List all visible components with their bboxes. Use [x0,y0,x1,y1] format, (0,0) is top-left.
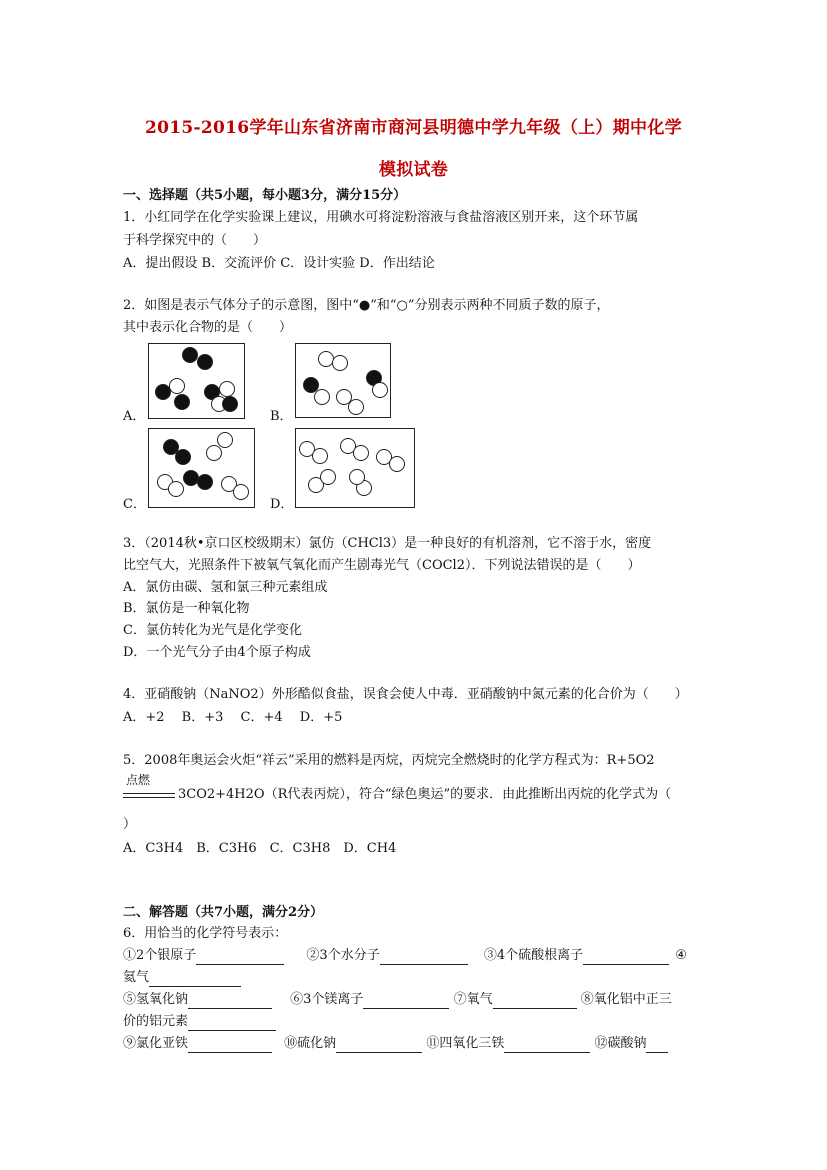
answer-blank[interactable] [196,950,284,965]
q2-label-c: C． [123,497,146,512]
atom-hollow [389,456,405,472]
figure-b [295,343,391,418]
atom-hollow [349,469,365,485]
answer-blank[interactable] [646,1038,668,1053]
q6-row2 [123,969,241,987]
atom-hollow [314,389,330,405]
q6-item4: ④ [675,948,687,963]
atom-hollow [372,382,388,398]
atom-hollow [312,448,328,464]
atom-hollow [332,355,348,371]
q6-item5: ⑤氢氧化钠 [123,992,189,1007]
section1-heading: 一、选择题（共5小题，每小题3分，满分15分） [123,188,407,203]
figure-c [148,428,255,508]
reaction-condition: 点燃 [126,773,151,787]
q6-line1: 6．用恰当的化学符号表示： [123,926,288,941]
atom-hollow [348,399,364,415]
atom-hollow [206,445,222,461]
q6-item8: ⑧氧化铝中正三 [580,992,672,1007]
q6-row1 [123,947,687,965]
answer-blank[interactable] [380,950,468,965]
answer-blank[interactable] [493,994,577,1009]
q2-line1: 2．如图是表示气体分子的示意图，图中“●”和“○”分别表示两种不同质子数的原子， [123,298,610,313]
q6-row3 [123,991,672,1009]
q3-option-d: D．一个光气分子由4个原子构成 [123,645,311,660]
q3-option-b: B．氯仿是一种氧化物 [123,601,250,616]
q5-line3: ） [123,817,137,832]
atom-filled [175,449,191,465]
atom-filled [182,347,198,363]
q4-options: A．+2 B．+3 C．+4 D．+5 [123,710,343,725]
q2-line2: 其中表示化合物的是（ ） [123,320,293,335]
atom-hollow [320,469,336,485]
q3-option-a: A．氯仿由碳、氢和氯三种元素组成 [123,580,328,595]
q5-options: A．C3H4 B．C3H6 C．C3H8 D．CH4 [123,841,397,856]
q4-line1: 4．亚硝酸钠（NaNO2）外形酷似食盐，误食会使人中毒．亚硝酸钠中氮元素的化合价为（ ） [123,687,688,702]
q6-item3: ③4个硫酸根离子 [483,948,584,963]
q3-line2: 比空气大，光照条件下被氧气氧化而产生剧毒光气（COCl2）．下列说法错误的是（ ） [123,558,641,573]
answer-blank[interactable] [504,1038,590,1053]
document-title-line1: 2015-2016学年山东省济南市商河县明德中学九年级（上）期中化学 [145,118,682,138]
atom-hollow [169,378,185,394]
atom-filled [174,394,190,410]
q6-item7: ⑦氧气 [453,992,493,1007]
atom-hollow [217,432,233,448]
atom-filled [197,474,213,490]
q6-item8b: 价的铝元素 [123,1014,189,1029]
q6-item11: ⑪四氧化三铁 [426,1036,505,1051]
atom-hollow [219,381,235,397]
reaction-arrow [123,793,175,798]
answer-blank[interactable] [363,994,449,1009]
q6-row4 [123,1013,276,1031]
q6-item12: ⑫碳酸钠 [594,1036,647,1051]
q6-item2: ②3个水分子 [306,948,380,963]
answer-blank[interactable] [188,1038,272,1053]
q2-label-a: A． [123,409,146,424]
atom-filled [197,354,213,370]
q1-options: A．提出假设 B．交流评价 C．设计实验 D．作出结论 [123,256,435,271]
q6-item1: ①2个银原子 [123,948,197,963]
figure-d [295,428,415,508]
document-title-line2: 模拟试卷 [378,160,449,180]
atom-hollow [168,481,184,497]
answer-blank[interactable] [336,1038,422,1053]
q1-line1: 1．小红同学在化学实验课上建议，用碘水可将淀粉溶液与食盐溶液区别开来，这个环节属 [123,210,639,225]
q6-item10: ⑩硫化钠 [284,1036,337,1051]
q3-line1: 3．（2014秋•京口区校级期末）氯仿（CHCl3）是一种良好的有机溶剂，它不溶于水，密度 [123,536,652,551]
q6-item6: ⑥3个镁离子 [290,992,364,1007]
q6-item9: ⑨氯化亚铁 [123,1036,189,1051]
q1-line2: 于科学探究中的（ ） [123,233,267,248]
q5-line1: 5．2008年奥运会火炬“祥云”采用的燃料是丙烷，丙烷完全燃烧时的化学方程式为：R+5O2 [123,753,655,768]
answer-blank[interactable] [188,1016,276,1031]
section2-heading: 二、解答题（共7小题，满分2分） [123,905,324,920]
answer-blank[interactable] [583,950,669,965]
q2-label-b: B． [270,409,293,424]
atom-hollow [353,445,369,461]
answer-blank[interactable] [188,994,272,1009]
q6-row5 [123,1035,668,1053]
q2-label-d: D． [270,497,294,512]
q3-option-c: C．氯仿转化为光气是化学变化 [123,623,302,638]
atom-hollow [233,484,249,500]
figure-a [148,343,245,419]
answer-blank[interactable] [149,972,241,987]
atom-filled [222,396,238,412]
q6-item4b: 氦气 [123,970,150,985]
q5-line2: 3CO2+4H2O（R代表丙烷），符合“绿色奥运”的要求．由此推断出丙烷的化学式为（ [178,787,672,802]
